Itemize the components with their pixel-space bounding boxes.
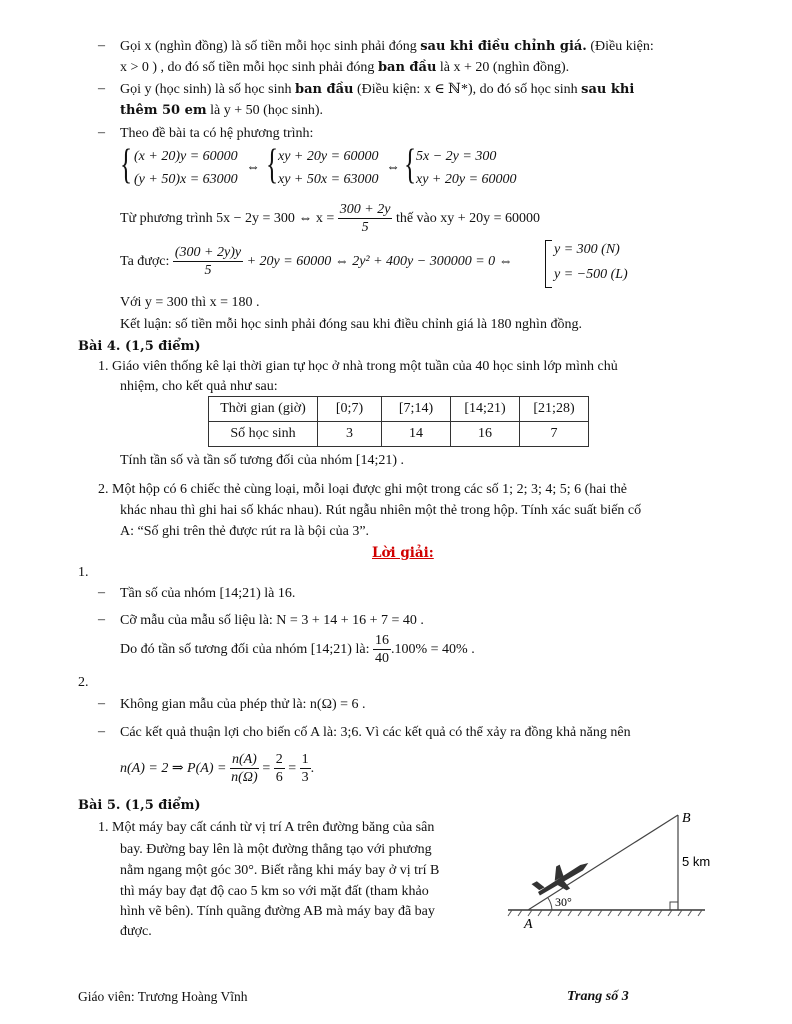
equals: = [288,761,297,776]
label-height: 5 km [682,854,711,869]
fraction [300,751,311,786]
solution-heading: Lời giải: [372,545,434,561]
answer-text: Không gian mẫu của phép thử là: n(Ω) = 6 . [120,697,366,712]
table-cell: 14 [382,422,451,447]
question-text: 1. Giáo viên thống kê lại thời gian tự học ở nhà trong một tuần của 40 học sinh lớp mình chủ [98,359,618,374]
text: n(A) = 2 ⇒ P(A) = [120,761,227,776]
bold-text: thêm 50 em [120,103,207,118]
system-intro: Theo đề bài ta có hệ phương trình: [120,126,314,141]
section-title-bai4: Bài 4. (1,5 điểm) [78,339,201,354]
numerator: 16 [374,633,389,649]
answer-text: Các kết quả thuận lợi cho biến cố A là: 3;6. Vì các kết quả có thể xảy ra đồng khả năng nên [120,725,631,740]
numerator: (300 + 2y)y [174,245,242,261]
bullet-dash: – [98,81,105,96]
eq: (y + 50)x = 63000 [134,172,238,187]
eq: xy + 20y = 60000 [416,172,517,187]
text: + 20y = 60000 ⇔ 2y² + 400y − 300000 = 0 ⇔ [246,254,513,269]
text: là x + 20 (nghìn đồng). [439,60,570,75]
equals: = [262,761,271,776]
question-text: 2. Một hộp có 6 chiếc thẻ cùng loại, mỗi loại được ghi một trong các số 1; 2; 3; 4; 5; 6 (hai thẻ [98,482,627,497]
bullet-dash: – [98,585,105,600]
iff-symbol: ⇔ [386,160,400,175]
with-line: Với y = 300 thì x = 180 . [120,295,260,310]
denominator: 3 [301,770,309,786]
table-row [209,422,589,447]
numerator: 1 [301,752,309,768]
question-text: A: “Số ghi trên thẻ được rút ra là bội của 3”. [120,524,370,539]
bold-text: ban đầu [377,60,437,75]
roots-bracket [545,240,552,288]
quadratic-line [120,243,513,281]
bold-text: sau khi [581,82,635,97]
numerator: 2 [275,752,283,768]
eq: (x + 20)y = 60000 [134,149,238,164]
bullet-dash: – [98,696,105,711]
probability-line: n(A) = 2 ⇒ P(A) = $\frac{n(A)}{n(\Omega)}$ = $\frac{2}{6}$ = $\frac{1}{3}$ . [120,752,315,786]
part-number: 1. [78,565,89,580]
flight-path [528,815,678,910]
airplane-figure [500,800,720,935]
fraction [230,751,259,786]
denominator: n(Ω) [231,770,258,786]
label-a: A [524,917,533,932]
label-b: B [682,811,691,826]
right-angle-mark [670,902,678,910]
root: y = −500 (L) [554,267,628,282]
denominator: 40 [374,651,389,667]
question-text: thì máy bay đạt độ cao 5 km so với mặt đất (tham khảo [120,884,429,899]
table-header: [14;21) [451,397,520,422]
text: thế vào xy + 20y = 60000 [395,211,541,226]
text: Từ phương trình 5x − 2y = 300 ⇔ x = [120,211,335,226]
para-define-x [120,38,654,56]
relative-frequency-line [120,631,475,669]
root: y = 300 (N) [554,242,620,257]
table-header: [7;14) [382,397,451,422]
table-cell: Số học sinh [209,422,318,447]
text: (Điều kiện: x ∈ ℕ*), do đó số học sinh [356,82,578,97]
part-number: 2. [78,675,89,690]
denominator: 5 [204,263,212,279]
eq: 5x − 2y = 300 [416,149,497,164]
question-text: được. [120,924,152,939]
answer-text: Tần số của nhóm [14;21) là 16. [120,586,296,601]
bullet-dash: – [98,125,105,140]
bullet-dash: – [98,724,105,739]
fraction [274,751,285,786]
table-cell: 3 [318,422,382,447]
bullet-dash: – [98,612,105,627]
bold-text: sau khi điều chỉnh giá. [420,39,587,54]
text: Gọi x (nghìn đồng) là số tiền mỗi học sinh phải đóng [120,39,417,54]
numerator: n(A) [231,752,257,768]
table-header: Thời gian (giờ) [209,397,318,422]
fraction [173,244,243,279]
table-cell: 16 [451,422,520,447]
ground-hatch [508,910,702,916]
question-text: khác nhau thì ghi hai số khác nhau). Rút ngẫu nhiên một thẻ trong hộp. Tính xác suất biến cố [120,503,642,518]
brace: { [266,142,279,188]
label-angle: 30° [555,895,572,909]
question-text: bay. Đường bay lên là một đường thẳng tạo với phương [120,842,432,857]
text: Do đó tần số tương đối của nhóm [14;21) là: [120,642,370,657]
text: (Điều kiện: [590,39,654,54]
bold-text: ban đầu [294,82,354,97]
fraction [338,201,393,236]
eq: xy + 20y = 60000 [278,149,379,164]
question-text: hình vẽ bên). Tính quãng đường AB mà máy bay đã bay [120,904,435,919]
question-text: nằm ngang một góc 30°. Biết rằng khi máy bay ở vị trí B [120,863,440,878]
question-text: nhiệm, cho kết quả như sau: [120,379,278,394]
text: Gọi y (học sinh) là số học sinh [120,82,292,97]
fraction [373,632,391,667]
answer-text: Cỡ mẫu của mẫu số liệu là: N = 3 + 14 + 16 + 7 = 40 . [120,613,424,628]
table-header: [0;7) [318,397,382,422]
text: .100% = 40% . [390,642,475,657]
footer-teacher: Giáo viên: Trương Hoàng Vĩnh [78,989,248,1004]
denominator: 5 [361,220,369,236]
eq: xy + 50x = 63000 [278,172,379,187]
denominator: 6 [275,770,283,786]
bullet-dash: – [98,38,105,53]
question-text: 1. Một máy bay cất cánh từ vị trí A trên đường băng của sân [98,820,435,835]
conclusion: Kết luận: số tiền mỗi học sinh phải đóng sau khi điều chỉnh giá là 180 nghìn đồng. [120,317,582,332]
para-define-x-2 [120,59,569,77]
frequency-table [208,396,589,447]
table-header: [21;28) [520,397,589,422]
text: Ta được: [120,254,170,269]
para-define-y [120,81,634,99]
brace: { [404,142,417,188]
text: là y + 50 (học sinh). [210,103,324,118]
page-number: Trang số 3 [567,989,629,1004]
iff-symbol: ⇔ [246,160,260,175]
table-cell: 7 [520,422,589,447]
question-text: Tính tần số và tần số tương đối của nhóm [14;21) . [120,453,405,468]
substitution-line [120,200,540,238]
numerator: 300 + 2y [339,202,391,218]
table-row [209,397,589,422]
section-title-bai5: Bài 5. (1,5 điểm) [78,798,201,813]
text: x > 0 ) , do đó số tiền mỗi học sinh phải đóng [120,60,375,75]
angle-arc [548,898,552,910]
brace: { [120,142,133,188]
para-define-y-2 [120,102,323,120]
